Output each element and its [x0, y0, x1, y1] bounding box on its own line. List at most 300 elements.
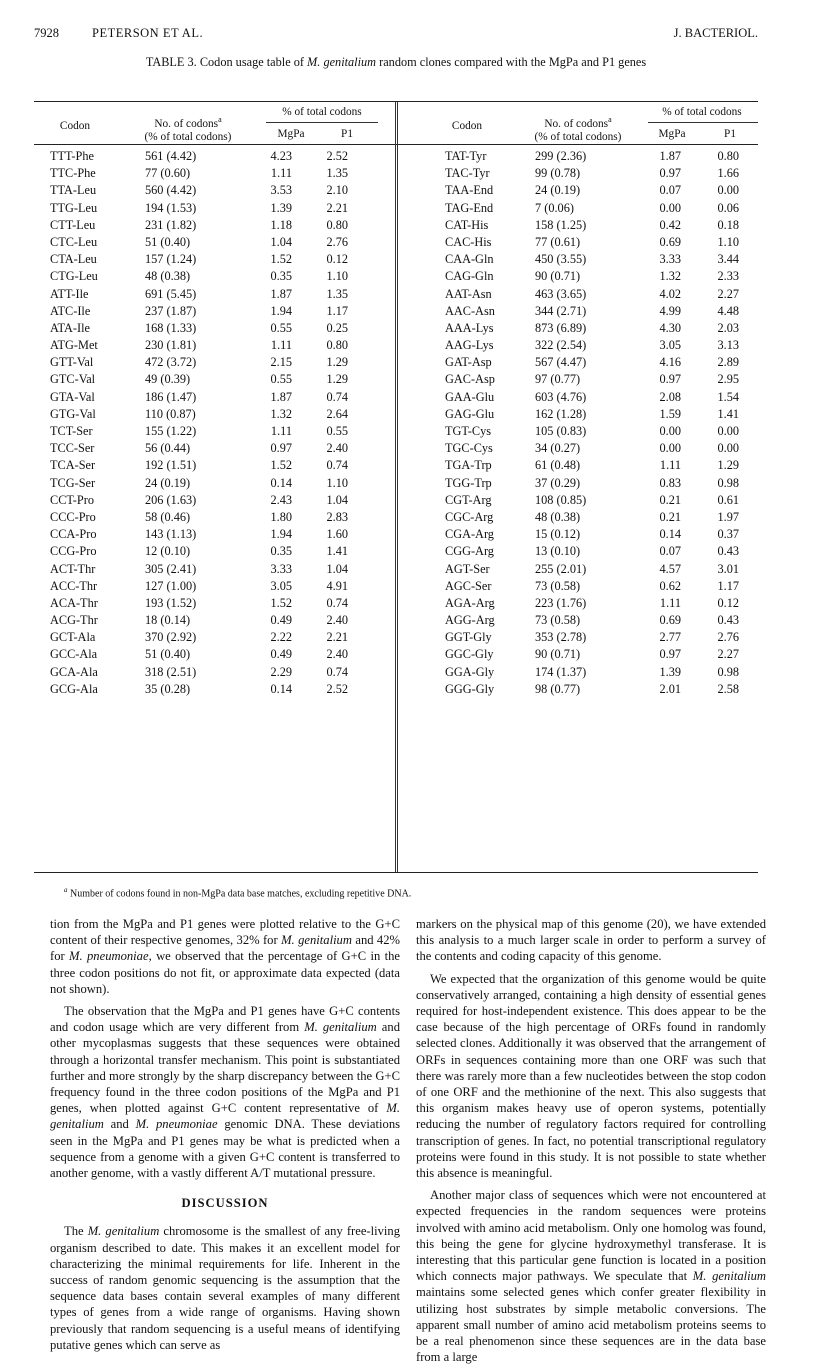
codon-cell: AGA-Arg	[445, 595, 495, 610]
codon-cell: GAG-Glu	[445, 406, 495, 421]
p1-pct-cell: 1.60	[326, 527, 348, 542]
table-row	[0, 630, 395, 647]
mgpa-pct-cell: 1.87	[659, 149, 681, 163]
p1-pct-cell: 0.55	[326, 424, 348, 438]
codon-cell: GTT-Val	[50, 355, 94, 370]
p1-pct-cell: 0.06	[717, 200, 739, 215]
codon-cell: TCG-Ser	[50, 475, 96, 490]
p1-pct-cell: 0.25	[326, 320, 348, 335]
codon-count-cell: 15 (0.12)	[535, 527, 581, 542]
mgpa-pct-cell: 0.21	[659, 492, 681, 507]
codon-cell: GGG-Gly	[445, 681, 495, 696]
codon-count-cell: 7 (0.06)	[535, 200, 574, 215]
codon-cell: ATG-Met	[50, 338, 98, 353]
right-codon-header: Codon	[451, 120, 483, 132]
codon-cell: TCC-Ser	[50, 441, 95, 456]
p1-pct-cell: 0.18	[717, 217, 739, 232]
mgpa-pct-cell: 0.55	[270, 320, 292, 335]
codon-cell: CCA-Pro	[50, 527, 97, 542]
table-row	[0, 613, 395, 630]
codon-count-cell: 567 (4.47)	[535, 355, 587, 370]
codon-cell: CGA-Arg	[445, 527, 494, 542]
p1-pct-cell: 1.04	[326, 561, 348, 576]
codon-count-cell: 157 (1.24)	[145, 252, 197, 267]
table-bottom-rule	[34, 872, 758, 873]
mgpa-pct-cell: 1.87	[270, 389, 292, 404]
mgpa-pct-cell: 3.33	[270, 561, 292, 576]
p1-pct-cell: 3.01	[717, 561, 739, 576]
mgpa-pct-cell: 0.97	[659, 166, 681, 181]
p1-pct-cell: 2.40	[326, 613, 348, 628]
mgpa-pct-cell: 2.77	[659, 630, 681, 645]
mgpa-pct-cell: 0.35	[270, 544, 292, 559]
p1-pct-cell: 0.43	[717, 613, 739, 628]
mgpa-pct-cell: 0.97	[659, 372, 681, 387]
table-row	[395, 321, 816, 338]
codon-cell: ATC-Ile	[50, 303, 91, 318]
mgpa-pct-cell: 1.32	[270, 406, 292, 421]
p1-pct-cell: 2.21	[326, 200, 348, 215]
codon-count-cell: 231 (1.82)	[145, 217, 197, 232]
codon-count-cell: 34 (0.27)	[535, 441, 581, 456]
p1-pct-cell: 0.74	[326, 389, 348, 404]
table-row	[395, 235, 816, 252]
codon-count-cell: 174 (1.37)	[535, 664, 587, 679]
p1-pct-cell: 1.66	[717, 166, 739, 181]
mgpa-pct-cell: 1.87	[270, 286, 292, 301]
codon-count-cell: 90 (0.71)	[535, 647, 581, 662]
p1-pct-cell: 2.58	[717, 681, 739, 696]
codon-cell: TAT-Tyr	[445, 149, 487, 163]
codon-count-cell: 155 (1.22)	[145, 424, 197, 438]
codon-cell: AGC-Ser	[445, 578, 492, 593]
p1-pct-cell: 1.54	[717, 389, 739, 404]
codon-count-cell: 299 (2.36)	[535, 149, 587, 163]
table-row	[395, 355, 816, 372]
p1-pct-cell: 1.17	[717, 578, 739, 593]
mgpa-pct-cell: 1.52	[270, 595, 292, 610]
mgpa-pct-cell: 1.11	[659, 458, 681, 473]
right-pct-underline	[648, 122, 758, 123]
mgpa-pct-cell: 1.11	[270, 424, 292, 438]
mgpa-pct-cell: 1.11	[270, 166, 292, 181]
p1-pct-cell: 1.41	[326, 544, 348, 559]
codon-cell: ATA-Ile	[50, 320, 90, 335]
mgpa-pct-cell: 1.39	[270, 200, 292, 215]
table-row	[0, 372, 395, 389]
codon-count-cell: 192 (1.51)	[145, 458, 197, 473]
codon-count-cell: 162 (1.28)	[535, 406, 587, 421]
mgpa-pct-cell: 2.01	[659, 681, 681, 696]
table-row	[0, 562, 395, 579]
left-num-codons-header: No. of codons$^a$ (% of total codons)	[144, 115, 232, 143]
codon-count-cell: 158 (1.25)	[535, 217, 587, 232]
p1-pct-cell: 0.37	[717, 527, 739, 542]
codon-count-cell: 73 (0.58)	[535, 613, 581, 628]
mgpa-pct-cell: 1.04	[270, 234, 292, 249]
codon-count-cell: 127 (1.00)	[145, 578, 197, 593]
codon-cell: CTG-Leu	[50, 269, 98, 284]
codon-count-cell: 186 (1.47)	[145, 389, 197, 404]
codon-cell: CGC-Arg	[445, 509, 494, 524]
codon-count-cell: 24 (0.19)	[145, 475, 191, 490]
codon-cell: AGT-Ser	[445, 561, 490, 576]
table-row	[395, 252, 816, 269]
codon-cell: TAG-End	[445, 200, 494, 215]
body-right-column	[416, 916, 766, 1365]
codon-count-cell: 230 (1.81)	[145, 338, 197, 353]
mgpa-pct-cell: 1.11	[659, 595, 681, 610]
mgpa-pct-cell: 0.00	[659, 424, 681, 438]
paragraph-genome-organization: We expected that the organization of this genome would be quite conservatively arranged, containing a high density of essential genes required for host-independent existence. This does appear to be the case because of the high percentage of ORFs found in randomly selected clones. Additionally it was observed that the arrangement of ORFs in sequences containing more than one ORF was such that there was rarely more than a few nucleotides between the stop codon of one ORF and the methionine of the next. This also suggests that this organism makes heavy use of operon systems, potentially reducing the number of regulatory factors required for controlling transcription of genes. In fact, no potential transcriptional regulatory proteins were found in this study. It is not possible to state whether this absence is meaningful.	[416, 971, 766, 1181]
codon-cell: ACC-Thr	[50, 578, 98, 593]
mgpa-pct-cell: 0.49	[270, 613, 292, 628]
p1-pct-cell: 3.44	[717, 252, 739, 267]
table-row	[395, 183, 816, 200]
p1-pct-cell: 1.29	[717, 458, 739, 473]
journal-name: J. BACTERIOL.	[673, 26, 758, 40]
table-row	[0, 596, 395, 613]
codon-count-cell: 18 (0.14)	[145, 613, 191, 628]
p1-pct-cell: 2.03	[717, 320, 739, 335]
right-table-body	[395, 149, 816, 699]
p1-pct-cell: 0.98	[717, 664, 739, 679]
codon-cell: CCG-Pro	[50, 544, 97, 559]
page-number: 7928	[34, 26, 59, 40]
p1-pct-cell: 1.04	[326, 492, 348, 507]
codon-count-cell: 305 (2.41)	[145, 561, 197, 576]
table-row	[395, 287, 816, 304]
mgpa-pct-cell: 0.42	[659, 217, 681, 232]
codon-cell: CTA-Leu	[50, 252, 97, 267]
table-row	[0, 304, 395, 321]
mgpa-pct-cell: 0.14	[270, 475, 292, 490]
table-row	[395, 304, 816, 321]
mgpa-pct-cell: 4.99	[659, 303, 681, 318]
codon-count-cell: 691 (5.45)	[145, 286, 197, 301]
codon-cell: GGT-Gly	[445, 630, 492, 645]
p1-pct-cell: 1.35	[326, 166, 348, 181]
table-row	[0, 527, 395, 544]
mgpa-pct-cell: 0.07	[659, 544, 681, 559]
mgpa-pct-cell: 3.53	[270, 183, 292, 198]
table-row	[0, 476, 395, 493]
p1-pct-cell: 1.10	[326, 475, 348, 490]
codon-cell: CGT-Arg	[445, 492, 492, 507]
paragraph-discussion-intro: The M. genitalium chromosome is the smallest of any free-living organism described to date. This makes it an excellent model for characterizing the minimal requirements for life. Inherent in the success of random genomic sequencing is the assumption that the sequence data bases contain several examples of many different types of genes from a wide range of organisms. Having shown previously that random sequencing is a useful means of identifying putative genes which can serve as	[50, 1224, 400, 1352]
codon-count-cell: 37 (0.29)	[535, 475, 581, 490]
mgpa-pct-cell: 2.08	[659, 389, 681, 404]
mgpa-pct-cell: 4.57	[659, 561, 681, 576]
codon-count-cell: 56 (0.44)	[145, 441, 191, 456]
codon-cell: GCA-Ala	[50, 664, 98, 679]
table-row	[0, 647, 395, 664]
mgpa-pct-cell: 0.97	[659, 647, 681, 662]
paragraph-amino-acid-metabolism: Another major class of sequences which were not encountered at expected frequencies in the random sequences were proteins involved with amino acid metabolism. Only one homolog was found, this being the gene for glycine hydroxymethyl transferase. It is interesting that this particular gene function is located in a position which connects major pathways. We speculate that M. genitalium maintains some selected genes which confer greater flexibility in utilizing host substrates by simple metabolic conversions. The apparent small number of amino acid metabolism proteins seems to be a real phenomenon since these sequences are in the data base from a large	[416, 1188, 767, 1365]
table-row	[0, 201, 395, 218]
codon-count-cell: 603 (4.76)	[535, 389, 587, 404]
table-row	[0, 183, 395, 200]
table-row	[395, 527, 816, 544]
table-row	[395, 424, 816, 441]
table-row	[0, 682, 395, 699]
codon-cell: GCC-Ala	[50, 647, 98, 662]
mgpa-pct-cell: 3.33	[659, 252, 681, 267]
table-row	[395, 493, 816, 510]
mgpa-pct-cell: 1.94	[270, 303, 292, 318]
p1-pct-cell: 4.91	[326, 578, 348, 593]
table-row	[0, 149, 395, 166]
p1-pct-cell: 2.27	[717, 286, 739, 301]
p1-pct-cell: 2.52	[326, 681, 348, 696]
table-row	[395, 562, 816, 579]
codon-count-cell: 90 (0.71)	[535, 269, 581, 284]
mgpa-pct-cell: 1.11	[270, 338, 292, 353]
codon-cell: CTC-Leu	[50, 234, 98, 249]
codon-count-cell: 318 (2.51)	[145, 664, 197, 679]
mgpa-pct-cell: 4.02	[659, 286, 681, 301]
p1-pct-cell: 1.29	[326, 355, 348, 370]
codon-count-cell: 105 (0.83)	[535, 424, 587, 438]
mgpa-pct-cell: 1.94	[270, 527, 292, 542]
table-row	[395, 596, 816, 613]
p1-pct-cell: 0.12	[326, 252, 348, 267]
codon-count-cell: 193 (1.52)	[145, 595, 197, 610]
codon-cell: TGA-Trp	[445, 458, 492, 473]
p1-pct-cell: 1.17	[326, 303, 348, 318]
table-row	[395, 372, 816, 389]
codon-count-cell: 77 (0.60)	[145, 166, 191, 181]
table-row	[395, 544, 816, 561]
mgpa-pct-cell: 0.21	[659, 509, 681, 524]
left-codon-header: Codon	[59, 120, 91, 132]
codon-cell: GAC-Asp	[445, 372, 495, 387]
table-caption: TABLE 3. Codon usage table of M. genitalium random clones compared with the MgPa and P1 genes	[145, 55, 647, 69]
codon-cell: GAT-Asp	[445, 355, 492, 370]
codon-count-cell: 48 (0.38)	[145, 269, 191, 284]
table-row	[395, 647, 816, 664]
p1-pct-cell: 0.74	[326, 458, 348, 473]
table-row	[0, 407, 395, 424]
table-row	[0, 287, 395, 304]
codon-cell: ACA-Thr	[50, 595, 98, 610]
table-row	[0, 510, 395, 527]
codon-cell: TGT-Cys	[445, 424, 492, 438]
codon-count-cell: 108 (0.85)	[535, 492, 587, 507]
mgpa-pct-cell: 3.05	[659, 338, 681, 353]
mgpa-pct-cell: 1.32	[659, 269, 681, 284]
table-row	[395, 682, 816, 699]
mgpa-pct-cell: 0.69	[659, 234, 681, 249]
table-row	[0, 235, 395, 252]
p1-pct-cell: 0.12	[717, 595, 739, 610]
codon-count-cell: 99 (0.78)	[535, 166, 581, 181]
table-row	[395, 613, 816, 630]
codon-count-cell: 73 (0.58)	[535, 578, 581, 593]
right-mgpa-header: MgPa	[658, 128, 686, 140]
mgpa-pct-cell: 0.35	[270, 269, 292, 284]
table-row	[0, 458, 395, 475]
codon-count-cell: 223 (1.76)	[535, 595, 587, 610]
p1-pct-cell: 2.83	[326, 509, 348, 524]
codon-cell: TCA-Ser	[50, 458, 96, 473]
codon-count-cell: 194 (1.53)	[145, 200, 197, 215]
p1-pct-cell: 0.00	[717, 183, 739, 198]
codon-cell: CGG-Arg	[445, 544, 494, 559]
codon-cell: AAT-Asn	[445, 286, 492, 301]
mgpa-pct-cell: 0.14	[659, 527, 681, 542]
mgpa-pct-cell: 0.62	[659, 578, 681, 593]
table-footnote: $^a$ Number of codons found in non-MgPa data base matches, excluding repetitive DNA.	[64, 886, 412, 900]
codon-count-cell: 353 (2.78)	[535, 630, 587, 645]
codon-count-cell: 143 (1.13)	[145, 527, 197, 542]
p1-pct-cell: 2.64	[326, 406, 348, 421]
codon-count-cell: 110 (0.87)	[145, 406, 196, 421]
p1-pct-cell: 1.41	[717, 406, 739, 421]
running-authors: PETERSON ET AL.	[92, 26, 204, 40]
p1-pct-cell: 0.74	[326, 595, 348, 610]
table-row	[395, 510, 816, 527]
table-row	[395, 630, 816, 647]
p1-pct-cell: 2.21	[326, 630, 348, 645]
table-row	[0, 579, 395, 596]
paragraph-horizontal-transfer: The observation that the MgPa and P1 genes have G+C contents and codon usage which are very different from M. genitalium and other mycoplasmas suggests that these sequences were obtained through a horizontal transfer mechanism. This point is substantiated further and more strongly by the sharp discrepancy between the G+C frequency found in the three codon positions of the MgPa and P1 genes, when plotted against G+C content representative of M. genitalium and M. pneumoniae genomic DNA. These deviations seen in the MgPa and P1 genes may be what is predicted when a sequence from a genome with a given G+C content is transferred to another genome, with a vastly different A/T mutational pressure.	[50, 1004, 401, 1181]
mgpa-pct-cell: 3.05	[270, 578, 292, 593]
p1-pct-cell: 1.10	[326, 269, 348, 284]
codon-cell: TTC-Phe	[50, 166, 96, 181]
codon-cell: TGG-Trp	[445, 475, 492, 490]
table-row	[395, 476, 816, 493]
table-row	[395, 441, 816, 458]
codon-cell: TTG-Leu	[50, 200, 98, 215]
p1-pct-cell: 0.80	[717, 149, 739, 163]
p1-pct-cell: 2.76	[717, 630, 739, 645]
mgpa-pct-cell: 0.83	[659, 475, 681, 490]
table-row	[0, 218, 395, 235]
codon-count-cell: 344 (2.71)	[535, 303, 587, 318]
left-mgpa-header: MgPa	[277, 128, 305, 140]
mgpa-pct-cell: 0.00	[659, 441, 681, 456]
codon-count-cell: 77 (0.61)	[535, 234, 581, 249]
mgpa-pct-cell: 0.00	[659, 200, 681, 215]
table-row	[0, 665, 395, 682]
table-row	[0, 252, 395, 269]
body-left-column	[50, 916, 400, 1353]
paragraph-gc-content: tion from the MgPa and P1 genes were plotted relative to the G+C content of their respective genomes, 32% for M. genitalium and 42% for M. pneumoniae, we observed that the percentage of G+C in the three codon positions do not fit, or approximate data expected (data not shown).	[50, 917, 401, 996]
codon-count-cell: 97 (0.77)	[535, 372, 581, 387]
codon-cell: TAA-End	[445, 183, 494, 198]
p1-pct-cell: 2.10	[326, 183, 348, 198]
table-row	[395, 218, 816, 235]
p1-pct-cell: 2.52	[326, 149, 348, 163]
p1-pct-cell: 2.40	[326, 441, 348, 456]
codon-count-cell: 472 (3.72)	[145, 355, 197, 370]
codon-cell: GCT-Ala	[50, 630, 96, 645]
p1-pct-cell: 2.95	[717, 372, 739, 387]
codon-cell: ATT-Ile	[50, 286, 89, 301]
table-row	[0, 493, 395, 510]
codon-cell: GTG-Val	[50, 406, 96, 421]
codon-count-cell: 463 (3.65)	[535, 286, 587, 301]
codon-cell: AGG-Arg	[445, 613, 495, 628]
mgpa-pct-cell: 0.97	[270, 441, 292, 456]
codon-count-cell: 24 (0.19)	[535, 183, 581, 198]
table-row	[395, 149, 816, 166]
mgpa-pct-cell: 1.18	[270, 217, 292, 232]
mgpa-pct-cell: 0.49	[270, 647, 292, 662]
paragraph-physical-map: markers on the physical map of this genome (20), we have extended this analysis to a much larger scale in order to perform a survey of the contents and coding capacity of this genome.	[416, 917, 766, 964]
left-table-body	[0, 149, 395, 699]
p1-pct-cell: 0.43	[717, 544, 739, 559]
codon-count-cell: 168 (1.33)	[145, 320, 197, 335]
codon-cell: CAG-Gln	[445, 269, 494, 284]
mgpa-pct-cell: 4.30	[659, 320, 681, 335]
codon-cell: GCG-Ala	[50, 681, 98, 696]
right-num-codons-header: No. of codons$^a$ (% of total codons)	[534, 115, 622, 143]
table-row	[0, 338, 395, 355]
codon-cell: CAC-His	[445, 234, 492, 249]
codon-cell: CAA-Gln	[445, 252, 494, 267]
codon-count-cell: 49 (0.39)	[145, 372, 191, 387]
mgpa-pct-cell: 2.22	[270, 630, 292, 645]
codon-count-cell: 370 (2.92)	[145, 630, 197, 645]
p1-pct-cell: 2.33	[717, 269, 739, 284]
codon-count-cell: 51 (0.40)	[145, 234, 191, 249]
p1-pct-cell: 0.98	[717, 475, 739, 490]
codon-cell: GGA-Gly	[445, 664, 495, 679]
p1-pct-cell: 2.40	[326, 647, 348, 662]
codon-count-cell: 13 (0.10)	[535, 544, 581, 559]
p1-pct-cell: 0.80	[326, 217, 348, 232]
mgpa-pct-cell: 1.80	[270, 509, 292, 524]
table-row	[395, 407, 816, 424]
p1-pct-cell: 0.74	[326, 664, 348, 679]
codon-count-cell: 560 (4.42)	[145, 183, 197, 198]
p1-pct-cell: 1.35	[326, 286, 348, 301]
codon-cell: GTA-Val	[50, 389, 95, 404]
running-header	[34, 26, 758, 42]
p1-pct-cell: 0.80	[326, 338, 348, 353]
mgpa-pct-cell: 0.14	[270, 681, 292, 696]
mgpa-pct-cell: 0.55	[270, 372, 292, 387]
codon-cell: AAG-Lys	[445, 338, 494, 353]
p1-pct-cell: 4.48	[717, 303, 739, 318]
mgpa-pct-cell: 2.43	[270, 492, 292, 507]
codon-count-cell: 873 (6.89)	[535, 320, 587, 335]
p1-pct-cell: 1.97	[717, 509, 739, 524]
codon-cell: TGC-Cys	[445, 441, 493, 456]
table-row	[395, 269, 816, 286]
table-row	[0, 166, 395, 183]
p1-pct-cell: 2.89	[717, 355, 739, 370]
p1-pct-cell: 0.00	[717, 441, 739, 456]
table-row	[395, 458, 816, 475]
table-row	[0, 269, 395, 286]
codon-count-cell: 51 (0.40)	[145, 647, 191, 662]
codon-cell: GTC-Val	[50, 372, 96, 387]
table-row	[395, 338, 816, 355]
codon-count-cell: 255 (2.01)	[535, 561, 587, 576]
table-row	[0, 424, 395, 441]
codon-cell: ACG-Thr	[50, 613, 98, 628]
codon-count-cell: 322 (2.54)	[535, 338, 587, 353]
codon-count-cell: 61 (0.48)	[535, 458, 581, 473]
mgpa-pct-cell: 1.52	[270, 252, 292, 267]
mgpa-pct-cell: 0.07	[659, 183, 681, 198]
table-row	[395, 201, 816, 218]
mgpa-pct-cell: 1.39	[659, 664, 681, 679]
p1-pct-cell: 2.27	[717, 647, 739, 662]
